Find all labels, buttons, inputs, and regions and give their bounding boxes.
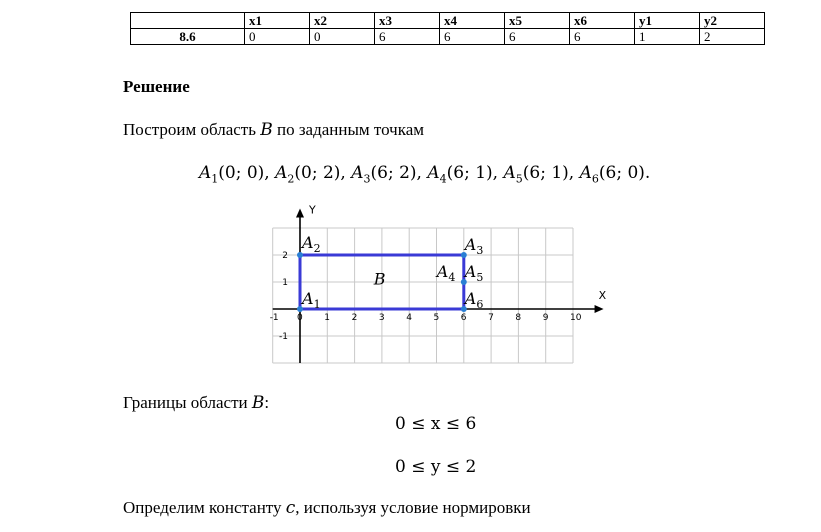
point-label [300,289,321,311]
point-name: A [275,163,288,183]
point-name: A [503,163,516,183]
table-header-cell: x6 [570,13,635,29]
point-coords: (6; 1), [446,163,504,183]
region-label: B [373,269,386,289]
x-tick-label: 0 [297,313,303,323]
x-tick-label: 5 [433,313,440,323]
region-figure [262,203,607,370]
table-header-cell: y2 [700,13,765,29]
point-term [427,163,504,186]
x-tick-label: 3 [378,313,385,323]
point-label-name: A [464,289,477,308]
table-header-cell: x2 [310,13,375,29]
table-cell: 8.6 [131,29,245,45]
point-name: A [199,163,212,183]
table-cell: 0 [245,29,310,45]
const-var: c [285,498,296,518]
table-cell: 0 [310,29,375,45]
x-tick-label: -1 [269,313,279,323]
point-term [503,163,580,186]
bound-x: 0 ≤ x ≤ 6 [395,414,477,434]
intro-var: B [260,120,273,140]
solution-heading: Решение [123,77,190,96]
y-tick-label: 2 [282,251,288,261]
point-label-subscript: 5 [476,271,484,284]
table-row [131,29,765,45]
point-label [463,262,484,284]
x-tick-label: 10 [570,313,582,323]
point-coords: (6; 1), [522,163,580,183]
point-name: A [579,163,592,183]
point-coords: (6; 0). [598,163,651,183]
table-cell: 2 [700,29,765,45]
point-label-name: A [436,262,449,281]
x-tick-label: 6 [460,313,467,323]
table-header-cell: x5 [505,13,570,29]
const-rest: , используя условие нормировки [295,498,531,517]
table-header-cell: x1 [245,13,310,29]
table-header-cell: x3 [375,13,440,29]
point-label-name: A [302,233,314,252]
point-subscript: 4 [439,172,447,186]
const-text: Определим константу [123,498,282,517]
intro-rest: по заданным точкам [276,120,425,139]
point-coords: (0; 0), [218,163,276,183]
bounds-text: Границы области [123,393,248,412]
region-vertex [297,252,303,258]
bounds-paragraph [123,393,269,413]
point-label-name: A [302,289,314,308]
y-tick-label: -1 [279,332,288,342]
point-label-subscript: 3 [476,244,484,257]
point-term [579,163,651,186]
point-label [435,262,456,284]
points-formula [199,163,650,185]
y-axis-label: Y [309,203,316,217]
bounds-colon: : [264,393,270,412]
point-term [275,163,352,186]
point-coords: (0; 2), [294,163,352,183]
point-subscript: 5 [515,172,523,186]
point-subscript: 3 [363,172,371,186]
table-cell: 6 [440,29,505,45]
x-tick-label: 2 [351,313,358,323]
bound-y: 0 ≤ y ≤ 2 [395,457,477,477]
bounds-var: B [251,393,265,413]
const-paragraph [123,498,531,518]
point-label-name: A [464,235,477,254]
point-name: A [351,163,364,183]
x-tick-label: 4 [406,313,412,323]
point-name: A [427,163,440,183]
table-cell: 1 [635,29,700,45]
table-cell: 6 [505,29,570,45]
x-tick-label: 7 [488,313,494,323]
point-term [351,163,428,186]
point-label [463,289,484,311]
x-axis-label: X [598,289,607,302]
table-cell: 6 [375,29,440,45]
y-axis-arrow [296,209,304,218]
table-header-cell: x4 [440,13,505,29]
point-label [300,233,321,255]
x-tick-label: 1 [324,313,331,323]
x-tick-label: 9 [542,313,549,323]
table-header-row [131,13,765,29]
x-tick-label: 8 [515,313,522,323]
point-label-subscript: 2 [313,242,321,255]
intro-text: Построим область [123,120,256,139]
y-tick-label: 1 [282,278,288,288]
point-label-subscript: 1 [313,298,321,311]
table-header-cell: y1 [635,13,700,29]
point-label-name: A [464,262,477,281]
point-label-subscript: 4 [448,271,456,284]
table-cell: 6 [570,29,635,45]
point-term [199,163,276,186]
point-label-subscript: 6 [476,298,484,311]
intro-paragraph [123,120,424,140]
x-axis-arrow [595,305,604,313]
point-coords: (6; 2), [370,163,428,183]
point-subscript: 6 [591,172,599,186]
data-table [130,12,765,45]
point-subscript: 2 [287,172,295,186]
point-subscript: 1 [211,172,219,186]
table-header-cell [131,13,245,29]
point-label [463,235,484,257]
